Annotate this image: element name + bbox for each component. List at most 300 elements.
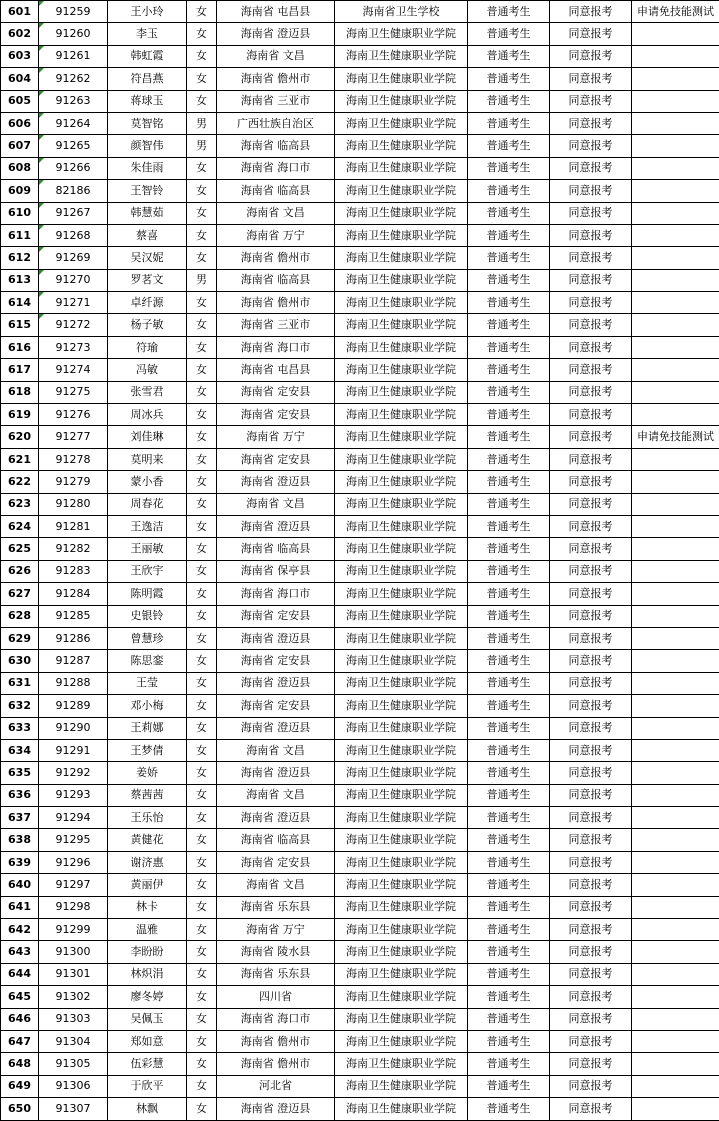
table-row <box>1 538 719 560</box>
cell-origin: 海南省 澄迈县 <box>217 471 335 493</box>
cell-name: 符昌燕 <box>108 68 187 90</box>
cell-name: 郑如意 <box>108 1030 187 1052</box>
cell-gender: 女 <box>187 202 217 224</box>
cell-applicant-type: 普通考生 <box>468 1008 550 1030</box>
cell-approval-status: 同意报考 <box>550 963 632 985</box>
cell-exam-id: 91277 <box>39 426 108 448</box>
cell-applicant-type: 普通考生 <box>468 986 550 1008</box>
cell-origin: 海南省 文昌 <box>217 493 335 515</box>
cell-origin: 海南省 定安县 <box>217 650 335 672</box>
cell-name: 邓小梅 <box>108 695 187 717</box>
cell-school: 海南卫生健康职业学院 <box>335 784 468 806</box>
cell-applicant-type: 普通考生 <box>468 762 550 784</box>
cell-remark <box>632 807 719 829</box>
cell-gender: 女 <box>187 247 217 269</box>
cell-school: 海南卫生健康职业学院 <box>335 538 468 560</box>
cell-name: 吴汉妮 <box>108 247 187 269</box>
cell-approval-status: 同意报考 <box>550 68 632 90</box>
cell-origin: 海南省 定安县 <box>217 605 335 627</box>
cell-approval-status: 同意报考 <box>550 560 632 582</box>
cell-row-number: 620 <box>1 426 39 448</box>
cell-row-number: 646 <box>1 1008 39 1030</box>
cell-name: 姜娇 <box>108 762 187 784</box>
cell-school: 海南卫生健康职业学院 <box>335 314 468 336</box>
cell-origin: 海南省 儋州市 <box>217 1030 335 1052</box>
cell-name: 王莹 <box>108 672 187 694</box>
table-row <box>1 807 719 829</box>
cell-row-number: 638 <box>1 829 39 851</box>
cell-origin: 河北省 <box>217 1075 335 1097</box>
cell-applicant-type: 普通考生 <box>468 627 550 649</box>
cell-applicant-type: 普通考生 <box>468 68 550 90</box>
cell-exam-id: 91282 <box>39 538 108 560</box>
cell-approval-status: 同意报考 <box>550 1075 632 1097</box>
cell-origin: 海南省 儋州市 <box>217 247 335 269</box>
cell-applicant-type: 普通考生 <box>468 874 550 896</box>
cell-remark <box>632 605 719 627</box>
cell-remark <box>632 493 719 515</box>
cell-row-number: 627 <box>1 583 39 605</box>
cell-origin: 海南省 万宁 <box>217 426 335 448</box>
cell-name: 林卡 <box>108 896 187 918</box>
cell-remark <box>632 157 719 179</box>
cell-school: 海南卫生健康职业学院 <box>335 560 468 582</box>
cell-name: 陈思銮 <box>108 650 187 672</box>
cell-school: 海南卫生健康职业学院 <box>335 986 468 1008</box>
cell-remark <box>632 269 719 291</box>
cell-exam-id: 91306 <box>39 1075 108 1097</box>
cell-origin: 广西壮族自治区 <box>217 112 335 134</box>
cell-applicant-type: 普通考生 <box>468 560 550 582</box>
cell-exam-id: 91280 <box>39 493 108 515</box>
cell-origin: 海南省 定安县 <box>217 851 335 873</box>
cell-origin: 海南省 儋州市 <box>217 68 335 90</box>
cell-approval-status: 同意报考 <box>550 851 632 873</box>
cell-applicant-type: 普通考生 <box>468 784 550 806</box>
cell-origin: 海南省 定安县 <box>217 695 335 717</box>
cell-row-number: 615 <box>1 314 39 336</box>
cell-origin: 海南省 乐东县 <box>217 896 335 918</box>
cell-gender: 女 <box>187 471 217 493</box>
cell-origin: 海南省 屯昌县 <box>217 1 335 23</box>
cell-remark <box>632 672 719 694</box>
cell-school: 海南卫生健康职业学院 <box>335 471 468 493</box>
cell-origin: 海南省 澄迈县 <box>217 515 335 537</box>
cell-applicant-type: 普通考生 <box>468 739 550 761</box>
cell-name: 蒋球玉 <box>108 90 187 112</box>
cell-gender: 女 <box>187 627 217 649</box>
cell-school: 海南卫生健康职业学院 <box>335 157 468 179</box>
cell-applicant-type: 普通考生 <box>468 202 550 224</box>
cell-gender: 女 <box>187 1098 217 1120</box>
cell-exam-id: 91269 <box>39 247 108 269</box>
table-row <box>1 829 719 851</box>
cell-school: 海南卫生健康职业学院 <box>335 45 468 67</box>
cell-row-number: 637 <box>1 807 39 829</box>
cell-remark <box>632 45 719 67</box>
cell-school: 海南卫生健康职业学院 <box>335 851 468 873</box>
cell-remark <box>632 515 719 537</box>
cell-remark <box>632 359 719 381</box>
table-row <box>1 23 719 45</box>
table-row <box>1 963 719 985</box>
cell-approval-status: 同意报考 <box>550 986 632 1008</box>
cell-name: 罗茗文 <box>108 269 187 291</box>
cell-row-number: 610 <box>1 202 39 224</box>
cell-approval-status: 同意报考 <box>550 919 632 941</box>
cell-remark <box>632 448 719 470</box>
cell-school: 海南卫生健康职业学院 <box>335 1075 468 1097</box>
cell-approval-status: 同意报考 <box>550 269 632 291</box>
cell-applicant-type: 普通考生 <box>468 672 550 694</box>
cell-remark <box>632 717 719 739</box>
cell-name: 张雪君 <box>108 381 187 403</box>
table-row <box>1 381 719 403</box>
cell-name: 林炽涓 <box>108 963 187 985</box>
cell-exam-id: 91266 <box>39 157 108 179</box>
cell-gender: 女 <box>187 583 217 605</box>
cell-approval-status: 同意报考 <box>550 471 632 493</box>
cell-gender: 女 <box>187 448 217 470</box>
cell-exam-id: 91272 <box>39 314 108 336</box>
cell-name: 陈明霞 <box>108 583 187 605</box>
table-row <box>1 784 719 806</box>
cell-row-number: 634 <box>1 739 39 761</box>
cell-exam-id: 91267 <box>39 202 108 224</box>
cell-origin: 海南省 海口市 <box>217 1008 335 1030</box>
table-row <box>1 45 719 67</box>
cell-school: 海南卫生健康职业学院 <box>335 68 468 90</box>
cell-name: 王莉娜 <box>108 717 187 739</box>
cell-name: 李盼盼 <box>108 941 187 963</box>
cell-approval-status: 同意报考 <box>550 359 632 381</box>
cell-applicant-type: 普通考生 <box>468 23 550 45</box>
cell-applicant-type: 普通考生 <box>468 112 550 134</box>
cell-origin: 海南省 澄迈县 <box>217 717 335 739</box>
cell-origin: 海南省 澄迈县 <box>217 672 335 694</box>
table-row <box>1 605 719 627</box>
table-row <box>1 583 719 605</box>
cell-origin: 海南省 海口市 <box>217 583 335 605</box>
cell-row-number: 617 <box>1 359 39 381</box>
cell-exam-id: 91260 <box>39 23 108 45</box>
cell-row-number: 631 <box>1 672 39 694</box>
cell-applicant-type: 普通考生 <box>468 426 550 448</box>
cell-approval-status: 同意报考 <box>550 695 632 717</box>
table-row <box>1 269 719 291</box>
cell-name: 蔡喜 <box>108 224 187 246</box>
cell-remark <box>632 1053 719 1075</box>
table-row <box>1 1030 719 1052</box>
cell-row-number: 618 <box>1 381 39 403</box>
table-row <box>1 919 719 941</box>
cell-applicant-type: 普通考生 <box>468 919 550 941</box>
cell-name: 王逸洁 <box>108 515 187 537</box>
cell-approval-status: 同意报考 <box>550 180 632 202</box>
cell-school: 海南卫生健康职业学院 <box>335 963 468 985</box>
cell-exam-id: 91281 <box>39 515 108 537</box>
table-row <box>1 695 719 717</box>
cell-name: 黄健花 <box>108 829 187 851</box>
cell-exam-id: 91275 <box>39 381 108 403</box>
cell-applicant-type: 普通考生 <box>468 448 550 470</box>
cell-origin: 海南省 万宁 <box>217 919 335 941</box>
cell-origin: 海南省 澄迈县 <box>217 627 335 649</box>
cell-gender: 女 <box>187 90 217 112</box>
cell-remark <box>632 627 719 649</box>
cell-row-number: 625 <box>1 538 39 560</box>
cell-remark <box>632 314 719 336</box>
cell-remark <box>632 1098 719 1120</box>
table-row <box>1 336 719 358</box>
cell-gender: 女 <box>187 381 217 403</box>
cell-approval-status: 同意报考 <box>550 224 632 246</box>
cell-remark <box>632 963 719 985</box>
cell-school: 海南卫生健康职业学院 <box>335 112 468 134</box>
cell-gender: 女 <box>187 896 217 918</box>
cell-applicant-type: 普通考生 <box>468 1053 550 1075</box>
cell-remark <box>632 560 719 582</box>
table-row <box>1 224 719 246</box>
cell-exam-id: 91276 <box>39 404 108 426</box>
cell-approval-status: 同意报考 <box>550 202 632 224</box>
table-row <box>1 1075 719 1097</box>
cell-origin: 海南省 定安县 <box>217 404 335 426</box>
cell-name: 史银铃 <box>108 605 187 627</box>
cell-gender: 女 <box>187 314 217 336</box>
cell-gender: 女 <box>187 23 217 45</box>
cell-applicant-type: 普通考生 <box>468 292 550 314</box>
cell-approval-status: 同意报考 <box>550 784 632 806</box>
cell-exam-id: 91299 <box>39 919 108 941</box>
cell-remark <box>632 986 719 1008</box>
table-row <box>1 202 719 224</box>
cell-exam-id: 91285 <box>39 605 108 627</box>
cell-gender: 女 <box>187 762 217 784</box>
cell-origin: 海南省 澄迈县 <box>217 23 335 45</box>
cell-applicant-type: 普通考生 <box>468 717 550 739</box>
cell-exam-id: 91270 <box>39 269 108 291</box>
cell-row-number: 609 <box>1 180 39 202</box>
cell-approval-status: 同意报考 <box>550 627 632 649</box>
cell-school: 海南卫生健康职业学院 <box>335 605 468 627</box>
cell-remark <box>632 23 719 45</box>
cell-approval-status: 同意报考 <box>550 1098 632 1120</box>
cell-name: 林飘 <box>108 1098 187 1120</box>
table-row <box>1 493 719 515</box>
cell-exam-id: 91283 <box>39 560 108 582</box>
cell-gender: 女 <box>187 1 217 23</box>
table-row <box>1 650 719 672</box>
cell-row-number: 605 <box>1 90 39 112</box>
cell-applicant-type: 普通考生 <box>468 269 550 291</box>
cell-school: 海南卫生健康职业学院 <box>335 627 468 649</box>
cell-row-number: 645 <box>1 986 39 1008</box>
cell-remark <box>632 404 719 426</box>
table-row <box>1 941 719 963</box>
cell-applicant-type: 普通考生 <box>468 538 550 560</box>
cell-name: 莫智铭 <box>108 112 187 134</box>
cell-name: 李玉 <box>108 23 187 45</box>
cell-applicant-type: 普通考生 <box>468 829 550 851</box>
cell-school: 海南卫生健康职业学院 <box>335 404 468 426</box>
cell-row-number: 636 <box>1 784 39 806</box>
cell-exam-id: 91303 <box>39 1008 108 1030</box>
table-row <box>1 896 719 918</box>
cell-approval-status: 同意报考 <box>550 247 632 269</box>
cell-remark <box>632 739 719 761</box>
cell-exam-id: 91296 <box>39 851 108 873</box>
cell-row-number: 606 <box>1 112 39 134</box>
cell-origin: 海南省 文昌 <box>217 874 335 896</box>
cell-school: 海南卫生健康职业学院 <box>335 829 468 851</box>
cell-applicant-type: 普通考生 <box>468 493 550 515</box>
cell-row-number: 635 <box>1 762 39 784</box>
cell-exam-id: 91261 <box>39 45 108 67</box>
cell-gender: 女 <box>187 941 217 963</box>
cell-applicant-type: 普通考生 <box>468 90 550 112</box>
cell-applicant-type: 普通考生 <box>468 247 550 269</box>
cell-applicant-type: 普通考生 <box>468 1075 550 1097</box>
cell-remark <box>632 202 719 224</box>
cell-school: 海南卫生健康职业学院 <box>335 381 468 403</box>
cell-origin: 海南省 儋州市 <box>217 292 335 314</box>
table-row <box>1 1098 719 1120</box>
cell-row-number: 622 <box>1 471 39 493</box>
cell-gender: 女 <box>187 1008 217 1030</box>
cell-origin: 海南省 海口市 <box>217 157 335 179</box>
cell-row-number: 603 <box>1 45 39 67</box>
cell-name: 王小玲 <box>108 1 187 23</box>
cell-applicant-type: 普通考生 <box>468 135 550 157</box>
cell-remark <box>632 874 719 896</box>
cell-name: 王丽敏 <box>108 538 187 560</box>
cell-gender: 女 <box>187 359 217 381</box>
cell-applicant-type: 普通考生 <box>468 695 550 717</box>
table-row <box>1 851 719 873</box>
cell-name: 朱佳雨 <box>108 157 187 179</box>
cell-remark <box>632 1030 719 1052</box>
cell-origin: 海南省 屯昌县 <box>217 359 335 381</box>
cell-name: 刘佳琳 <box>108 426 187 448</box>
table-row <box>1 314 719 336</box>
cell-school: 海南卫生健康职业学院 <box>335 583 468 605</box>
cell-origin: 海南省 三亚市 <box>217 90 335 112</box>
cell-school: 海南卫生健康职业学院 <box>335 1098 468 1120</box>
table-row <box>1 180 719 202</box>
cell-remark <box>632 224 719 246</box>
table-row <box>1 68 719 90</box>
cell-school: 海南卫生健康职业学院 <box>335 1030 468 1052</box>
cell-school: 海南卫生健康职业学院 <box>335 292 468 314</box>
cell-origin: 海南省 文昌 <box>217 784 335 806</box>
cell-remark <box>632 695 719 717</box>
cell-origin: 海南省 乐东县 <box>217 963 335 985</box>
cell-school: 海南卫生健康职业学院 <box>335 336 468 358</box>
table-row <box>1 359 719 381</box>
cell-row-number: 608 <box>1 157 39 179</box>
cell-applicant-type: 普通考生 <box>468 314 550 336</box>
cell-row-number: 630 <box>1 650 39 672</box>
cell-remark <box>632 919 719 941</box>
cell-remark: 申请免技能测试 <box>632 426 719 448</box>
cell-gender: 女 <box>187 538 217 560</box>
cell-row-number: 648 <box>1 1053 39 1075</box>
cell-school: 海南卫生健康职业学院 <box>335 807 468 829</box>
cell-applicant-type: 普通考生 <box>468 1098 550 1120</box>
cell-row-number: 607 <box>1 135 39 157</box>
cell-name: 曾慧珍 <box>108 627 187 649</box>
cell-approval-status: 同意报考 <box>550 739 632 761</box>
cell-gender: 女 <box>187 739 217 761</box>
cell-gender: 女 <box>187 68 217 90</box>
cell-exam-id: 91301 <box>39 963 108 985</box>
cell-row-number: 628 <box>1 605 39 627</box>
cell-gender: 女 <box>187 784 217 806</box>
cell-remark <box>632 1075 719 1097</box>
cell-remark <box>632 851 719 873</box>
cell-exam-id: 91268 <box>39 224 108 246</box>
cell-school: 海南卫生健康职业学院 <box>335 90 468 112</box>
cell-exam-id: 91302 <box>39 986 108 1008</box>
cell-exam-id: 91292 <box>39 762 108 784</box>
table-row <box>1 739 719 761</box>
table-row <box>1 157 719 179</box>
cell-school: 海南卫生健康职业学院 <box>335 180 468 202</box>
cell-remark <box>632 471 719 493</box>
cell-school: 海南卫生健康职业学院 <box>335 762 468 784</box>
cell-gender: 女 <box>187 986 217 1008</box>
cell-approval-status: 同意报考 <box>550 404 632 426</box>
cell-applicant-type: 普通考生 <box>468 896 550 918</box>
cell-name: 卓纤源 <box>108 292 187 314</box>
cell-name: 周春花 <box>108 493 187 515</box>
cell-exam-id: 91307 <box>39 1098 108 1120</box>
cell-row-number: 612 <box>1 247 39 269</box>
cell-exam-id: 91263 <box>39 90 108 112</box>
cell-origin: 海南省 保亭县 <box>217 560 335 582</box>
cell-origin: 海南省 澄迈县 <box>217 807 335 829</box>
table-row <box>1 247 719 269</box>
cell-name: 韩慧茹 <box>108 202 187 224</box>
cell-exam-id: 91295 <box>39 829 108 851</box>
table-row <box>1 515 719 537</box>
cell-exam-id: 91294 <box>39 807 108 829</box>
cell-applicant-type: 普通考生 <box>468 404 550 426</box>
cell-approval-status: 同意报考 <box>550 448 632 470</box>
cell-approval-status: 同意报考 <box>550 1008 632 1030</box>
cell-remark <box>632 292 719 314</box>
cell-remark <box>632 180 719 202</box>
cell-name: 颜智伟 <box>108 135 187 157</box>
cell-school: 海南卫生健康职业学院 <box>335 23 468 45</box>
cell-gender: 女 <box>187 650 217 672</box>
cell-name: 谢济惠 <box>108 851 187 873</box>
cell-exam-id: 91291 <box>39 739 108 761</box>
cell-name: 廖冬婷 <box>108 986 187 1008</box>
cell-gender: 男 <box>187 135 217 157</box>
cell-origin: 海南省 万宁 <box>217 224 335 246</box>
table-row <box>1 448 719 470</box>
table-row <box>1 627 719 649</box>
table-row <box>1 1 719 23</box>
cell-applicant-type: 普通考生 <box>468 1 550 23</box>
cell-exam-id: 91287 <box>39 650 108 672</box>
cell-exam-id: 91288 <box>39 672 108 694</box>
cell-gender: 女 <box>187 874 217 896</box>
table-row <box>1 404 719 426</box>
cell-name: 于欣平 <box>108 1075 187 1097</box>
